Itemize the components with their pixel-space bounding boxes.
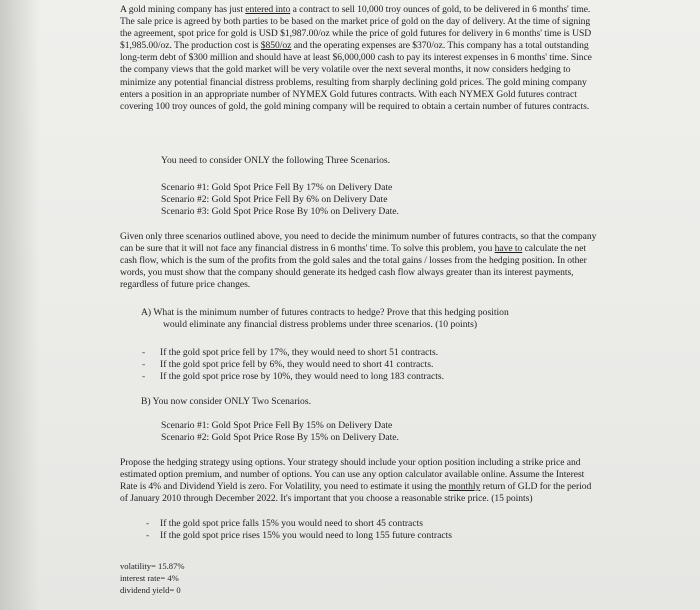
- middle-paragraph: [120, 231, 600, 291]
- question-a-line-1: A) What is the minimum number of futures contracts to hedge? Prove that this hedging position: [141, 307, 509, 318]
- bullet-dash: -: [146, 530, 150, 541]
- intro-text-2: a contract to sell 10,000 troy ounces of gold, to be delivered in 6 months' time. The sale price is agreed by both parties to be based on the market price of gold on the day of delivery. At the time of signing the agreement, spot price for gold is USD $1,987.00/oz while the price of gold futures for delivery in 6 months' time is USD $1,985.00/oz. The production cost is: [120, 4, 592, 52]
- bullet-dash: -: [142, 347, 146, 358]
- options-text-2: return of GLD for the period of January 2010 through December 2022. It's important that you choose a reasonable strike price. (15 points): [120, 481, 592, 505]
- scenario-item: Scenario #3: Gold Spot Price Rose By 10% on Delivery Date.: [161, 206, 399, 217]
- answer-a-item: If the gold spot price fell by 17%, they would need to short 51 contracts.: [160, 347, 439, 358]
- intro-cost-value: $850/oz: [260, 40, 292, 52]
- middle-text-1: Given only three scenarios outlined above, you need to decide the minimum number of futures contracts, so that the company can be sure that it will not face any financial distress in 6 months' time. To solve this problem, you: [120, 231, 597, 255]
- options-text-1: Propose the hedging strategy using options. Your strategy should include your option position including a strike price and estimated option premium, and number of options. You can use any option calculator available online. Assume the Interest Rate is 4% and Dividend Yield is zero. For Volatility, you need to estimate it using the: [120, 457, 585, 493]
- answer-b-item: If the gold spot price falls 15% you would need to short 45 contracts: [160, 518, 423, 529]
- intro-text-1: A gold mining company has just: [120, 4, 246, 15]
- dividend-yield-value: dividend yield= 0: [120, 585, 181, 595]
- middle-have-to: have to: [494, 243, 523, 255]
- intro-entered-word: entered into: [245, 4, 291, 15]
- bullet-dash: -: [146, 518, 150, 529]
- interest-rate-value: interest rate= 4%: [120, 573, 179, 583]
- volatility-value: volatility= 15.87%: [120, 561, 185, 571]
- question-a-line-2: would eliminate any financial distress problems under three scenarios. (10 points): [163, 319, 478, 330]
- intro-text-3: and the operating expenses are $370/oz. This company has a total outstanding long-term debt of $300 million and should have at least $6,000,000 cash to pay its interest expenses in 6 months' time. Since the company views that the gold market will be very volatile over the next several months, it now considers hedging to minimize any potential financial distress problems, resulting from sharply declining gold prices. The gold mining company enters a position in an appropriate number of NYMEX Gold futures contracts. With each NYMEX Gold futures contract covering 100 troy ounces of gold, the gold mining company will be required to obtain a certain number of futures contracts.: [120, 40, 592, 112]
- answer-a-item: If the gold spot price fell by 6%, they would need to short 41 contracts.: [160, 359, 434, 370]
- bullet-dash: -: [142, 371, 146, 382]
- two-scenario-item: Scenario #2: Gold Spot Price Rose By 15% on Delivery Date.: [161, 432, 399, 443]
- options-paragraph: [120, 457, 592, 505]
- bullet-dash: -: [142, 359, 146, 370]
- answer-b-item: If the gold spot price rises 15% you would need to long 155 future contracts: [160, 530, 453, 541]
- intro-paragraph: [120, 4, 598, 113]
- three-scenarios-heading: You need to consider ONLY the following Three Scenarios.: [161, 155, 391, 166]
- middle-text-2: calculate the net cash flow, which is the sum of the profits from the gold sales and the total gains / losses from the hedging position. In other words, you must show that the company should generate its hedged cash flow always greater than its interest payments, regardless of future price changes.: [120, 243, 587, 291]
- answer-a-item: If the gold spot price rose by 10%, they would need to long 183 contracts.: [160, 371, 445, 382]
- scenario-item: Scenario #2: Gold Spot Price Fell By 6% on Delivery Date: [161, 194, 388, 205]
- scenario-item: Scenario #1: Gold Spot Price Fell By 17% on Delivery Date: [161, 182, 393, 193]
- two-scenario-item: Scenario #1: Gold Spot Price Fell By 15% on Delivery Date: [161, 420, 393, 431]
- options-monthly: monthly: [448, 481, 481, 493]
- question-b: B) You now consider ONLY Two Scenarios.: [141, 396, 311, 407]
